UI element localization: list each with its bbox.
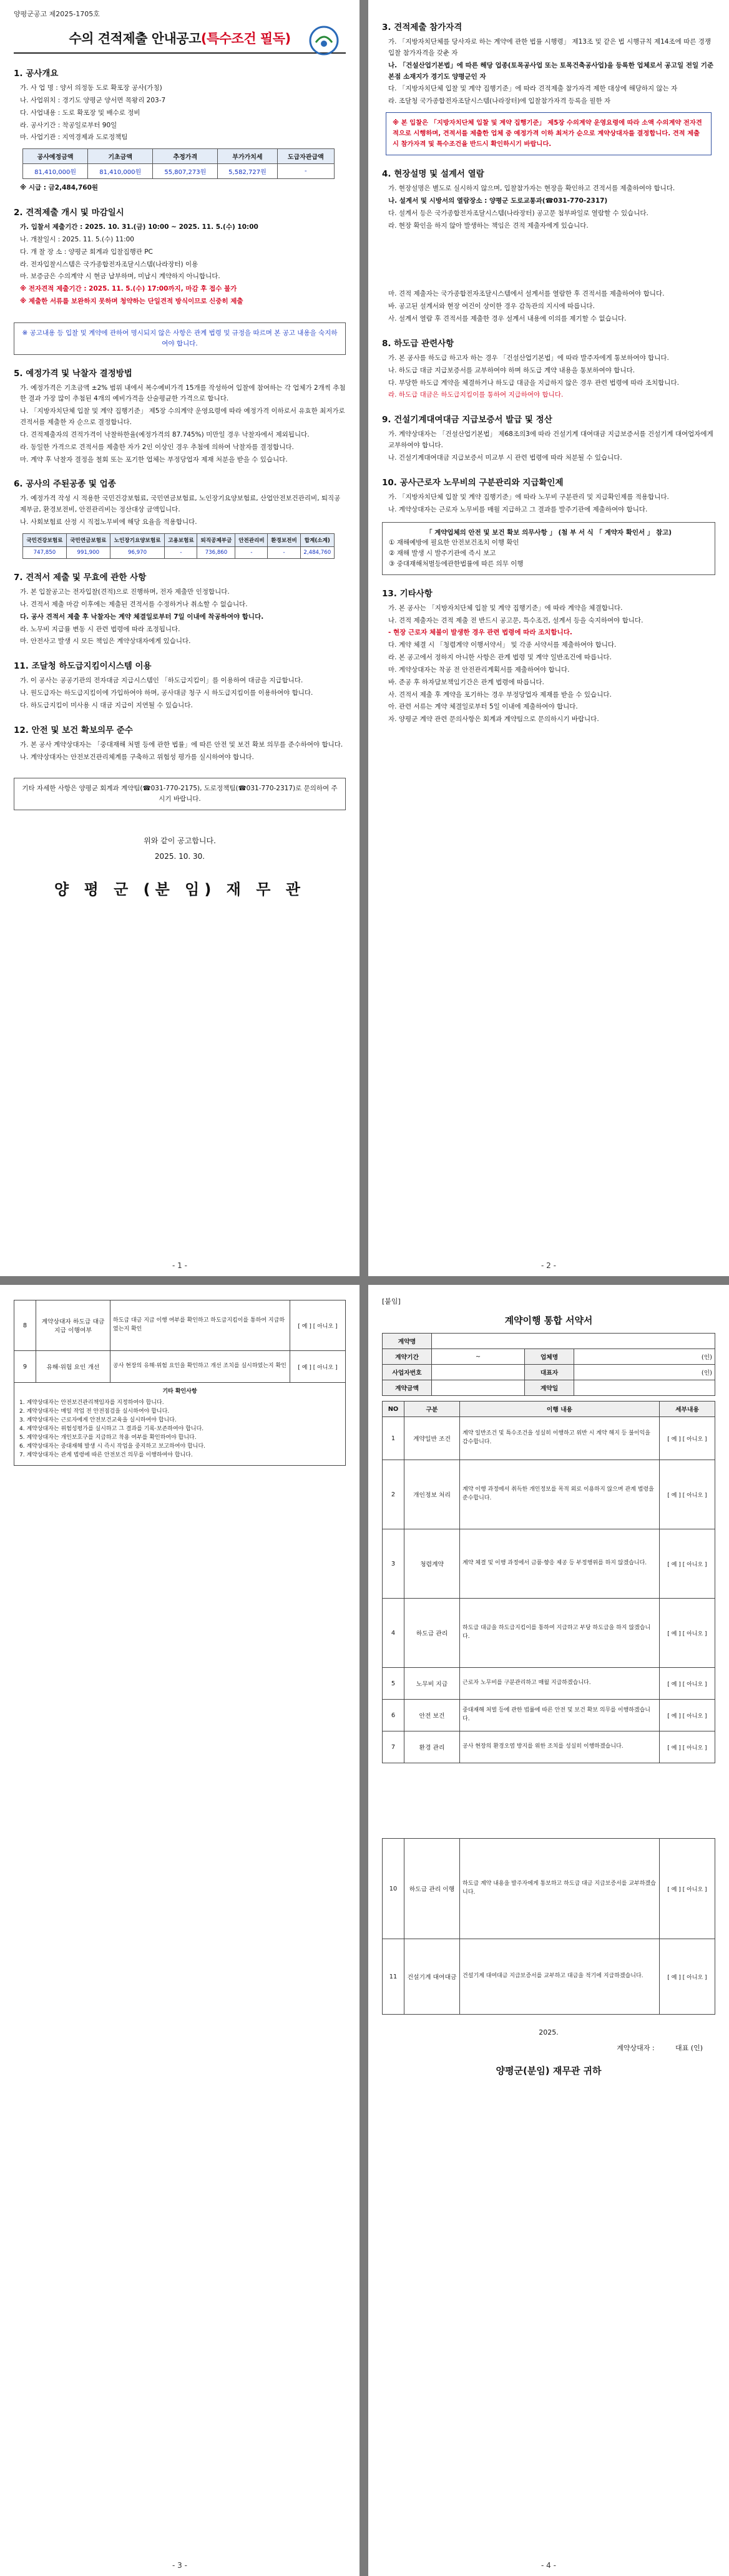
misc-line: 가. 본 공사는 「지방자치단체 입찰 및 계약 집행기준」에 따라 계약을 체결합니다. — [388, 604, 623, 612]
price-cell: - — [277, 164, 335, 179]
section-overview-title: 1. 공사개요 — [14, 69, 59, 79]
insurance-cell: - — [235, 547, 268, 559]
item-number: 7 — [383, 1731, 404, 1763]
insurance-header: 합계(소계) — [300, 534, 335, 547]
insurance-header: 국민연금보험료 — [66, 534, 110, 547]
subcontract-system-line: 나. 원도급자는 하도급지킴이에 가입하여야 하며, 공사대금 청구 시 하도급지킴이를 이용하여야 합니다. — [20, 689, 313, 697]
section-misc-title: 13. 기타사항 — [382, 588, 433, 599]
price-header: 부가가치세 — [218, 149, 277, 164]
header-key: 계약명 — [383, 1334, 432, 1349]
site-line: 라. 현장 확인을 하지 않아 발생하는 책임은 견적 제출자에게 있습니다. — [388, 221, 589, 230]
attachment-tag: [붙임] — [382, 1297, 401, 1305]
section-subcontract-title: 8. 하도급 관련사항 — [382, 338, 454, 349]
price-note: ※ 시급 : 금2,484,760원 — [20, 184, 99, 192]
row-label: 유해·위험 요인 개선 — [36, 1351, 110, 1383]
list-item: 4. 계약상대자는 위험성평가를 실시하고 그 결과를 기록·보존하여야 합니다. — [19, 1425, 204, 1432]
safety-duty-box — [382, 522, 715, 575]
deadline-line: 마. 보증금은 수의계약 시 현금 납부하며, 미납시 계약하지 아니합니다. — [20, 273, 220, 281]
overview-line: 라. 공사기간 : 착공일로부터 90일 — [20, 121, 117, 129]
notice-date: 2025. 10. 30. — [154, 852, 205, 861]
item-key: 청렴계약 — [404, 1529, 460, 1599]
yes-no-checkbox[interactable]: [ 예 ] [ 아니오 ] — [660, 1460, 715, 1529]
item-key: 하도급 관리 — [404, 1599, 460, 1668]
item-key: 계약일반 조건 — [404, 1417, 460, 1460]
contact-box: 기타 자세한 사항은 양평군 회계과 계약팀(☎031-770-2175), 도로정책팀(☎031-770-2317)로 문의하여 주시기 바랍니다. — [14, 778, 346, 810]
price-header: 추정가격 — [153, 149, 218, 164]
header-key: 계약일 — [525, 1380, 574, 1396]
check-table — [14, 1300, 346, 1466]
yes-no-checkbox[interactable]: [ 예 ] [ 아니오 ] — [290, 1351, 346, 1383]
header-key: 사업자번호 — [383, 1365, 432, 1380]
column-header: 구분 — [404, 1402, 460, 1417]
misc-line: 다. 계약 체결 시 「청렴계약 이행서약서」 및 각종 서약서를 제출하여야 합니다. — [388, 641, 617, 649]
column-header: NO — [383, 1402, 404, 1417]
insurance-header: 환경보전비 — [268, 534, 300, 547]
item-number: 6 — [383, 1700, 404, 1731]
contract-name-field[interactable] — [432, 1334, 715, 1349]
signature-label: 계약상대자 : — [617, 2044, 655, 2052]
section-subcontract-system-title: 11. 조달청 하도급지킴이시스템 이용 — [14, 661, 152, 672]
insurance-cell: 991,900 — [66, 547, 110, 559]
deadline-line: 다. 개 찰 장 소 : 양평군 회계과 입찰집행관 PC — [20, 248, 153, 256]
contract-period-field[interactable]: ~ — [432, 1349, 525, 1365]
row-note: 공사 현장의 유해·위험 요인을 확인하고 개선 조치를 실시하였는지 확인 — [110, 1351, 290, 1383]
subcontract-line: 라. 하도급 대금은 하도급지킴이를 통하여 지급하여야 합니다. — [388, 391, 564, 399]
company-name-field[interactable]: (인) — [574, 1349, 715, 1365]
insurance-cell: 2,484,760 — [300, 547, 335, 559]
insurance-cell: 736,860 — [197, 547, 235, 559]
section-equipment-title: 9. 건설기계대여대금 지급보증서 발급 및 정산 — [382, 415, 552, 425]
yes-no-checkbox[interactable]: [ 예 ] [ 아니오 ] — [660, 1668, 715, 1700]
safety-line: 나. 계약상대자는 안전보건관리체계를 구축하고 위험성 평가를 실시하여야 합니다. — [20, 753, 254, 761]
price-method-line: 라. 동일한 가격으로 견적서를 제출한 자가 2인 이상인 경우 추첨에 의하여 낙찰자를 결정합니다. — [20, 443, 294, 451]
price-cell: 55,807,273원 — [153, 164, 218, 179]
insurance-header: 노인장기요양보험료 — [110, 534, 165, 547]
site-line: 사. 설계서 열람 후 견적서를 제출한 경우 설계서 내용에 이의를 제기할 수 없습니다. — [388, 315, 627, 323]
price-method-line: 다. 견적제출자의 견적가격이 낙찰하한율(예정가격의 87.745%) 미만일 경우 낙찰자에서 제외됩니다. — [20, 430, 310, 438]
safety-duty-title: 「 계약업체의 안전 및 보건 확보 의무사항 」 (첨 부 서 식 「 계약자 확인서 」 참고) — [425, 528, 672, 536]
page-4 — [368, 1285, 729, 2576]
business-number-field[interactable] — [432, 1365, 525, 1380]
item-text: 공사 현장의 환경오염 방지를 위한 조치를 성실히 이행하겠습니다. — [460, 1731, 660, 1763]
subcontract-system-line: 다. 하도급지킴이 미사용 시 대금 지급이 지연될 수 있습니다. — [20, 701, 193, 709]
insurance-cell: 747,850 — [23, 547, 67, 559]
title-main: 수의 견적제출 안내공고 — [69, 31, 201, 46]
insurance-header: 고용보험료 — [165, 534, 197, 547]
price-header: 기초금액 — [88, 149, 153, 164]
list-item: 1. 계약상대자는 안전보건관리책임자를 지정하여야 합니다. — [19, 1399, 164, 1406]
page-number: - 2 - — [541, 1261, 556, 1270]
misc-line: 마. 계약상대자는 착공 전 안전관리계획서를 제출하여야 합니다. — [388, 666, 570, 674]
insurance-header: 국민건강보험료 — [23, 534, 67, 547]
price-cell: 81,410,000원 — [23, 164, 88, 179]
list-item: 2. 계약상대자는 매일 작업 전 안전점검을 실시하여야 합니다. — [19, 1408, 170, 1415]
page-3 — [0, 1285, 360, 2576]
yes-no-checkbox[interactable]: [ 예 ] [ 아니오 ] — [660, 1839, 715, 1939]
title-divider — [14, 52, 346, 54]
overview-line: 마. 사업기관 : 지역경제과 도로정책팀 — [20, 133, 128, 142]
insurance-cell: - — [268, 547, 300, 559]
yes-no-checkbox[interactable]: [ 예 ] [ 아니오 ] — [660, 1599, 715, 1668]
trade-line: 나. 사회보험료 산정 시 직접노무비에 해당 요율을 적용합니다. — [20, 518, 197, 526]
table-row — [383, 1599, 715, 1668]
item-key: 하도급 관리 이행 — [404, 1839, 460, 1939]
safety-duty-line: ② 재해 발생 시 발주기관에 즉시 보고 — [389, 550, 496, 558]
item-key: 건설기계 대여대금 — [404, 1939, 460, 2015]
item-key: 안전 보건 — [404, 1700, 460, 1731]
insurance-cell: - — [165, 547, 197, 559]
closing-statement: 위와 같이 공고합니다. — [144, 836, 216, 846]
yes-no-checkbox[interactable]: [ 예 ] [ 아니오 ] — [660, 1731, 715, 1763]
item-key: 개인정보 처리 — [404, 1460, 460, 1529]
section-price-method-title: 5. 예정가격 및 낙찰자 결정방법 — [14, 368, 132, 379]
section-safety-title: 12. 안전 및 보건 확보의무 준수 — [14, 725, 133, 735]
price-header: 도급자관급액 — [277, 149, 335, 164]
notice-number: 양평군공고 제2025-1705호 — [14, 10, 100, 18]
form-title: 계약이행 통합 서약서 — [504, 1315, 593, 1326]
table-row — [383, 1700, 715, 1731]
safety-duty-line: ① 재해예방에 필요한 안전보건조치 이행 확인 — [389, 539, 519, 547]
overview-line: 가. 사 업 명 : 양서 의정동 도로 확포장 공사(가칭) — [20, 84, 162, 92]
price-method-line: 마. 계약 후 낙찰자 결정을 철회 또는 포기한 업체는 부정당업자 제재 처분을 받을 수 있습니다. — [20, 455, 288, 463]
general-notice-box: ※ 공고내용 등 입찰 및 계약에 관하여 명시되지 않은 사항은 관계 법령 및 규정을 따르며 본 공고 내용을 숙지하여야 합니다. — [14, 322, 346, 355]
deadline-line: 가. 입찰서 제출기간 : 2025. 10. 31.(금) 10:00 ~ 2025. 11. 5.(수) 10:00 — [20, 223, 258, 231]
safety-line: 가. 본 공사 계약상대자는 「중대재해 처벌 등에 관한 법률」에 따른 안전 및 보건 확보 의무를 준수하여야 합니다. — [20, 740, 343, 748]
site-line: 다. 설계서 등은 국가종합전자조달시스템(나라장터) 공고문 첨부파일로 열람할 수 있습니다. — [388, 209, 648, 217]
representative-field[interactable]: (인) — [574, 1365, 715, 1380]
item-text: 중대재해 처벌 등에 관한 법률에 따른 안전 및 보건 확보 의무를 이행하겠습니다. — [460, 1700, 660, 1731]
table-row — [14, 1351, 346, 1383]
subcontract-system-line: 가. 이 공사는 공공기관의 전자대금 지급시스템인 「하도급지킴이」를 이용하여 대금을 지급합니다. — [20, 677, 303, 685]
government-seal-icon — [307, 24, 341, 57]
row-number: 8 — [14, 1300, 36, 1351]
signature-contractor — [382, 2043, 703, 2053]
eligibility-line: 다. 「지방자치단체 입찰 및 계약 집행기준」에 따라 견적제출 참가자격 제한 대상에 해당하지 않는 자 — [388, 85, 678, 93]
list-item: 3. 계약상대자는 근로자에게 안전보건교육을 실시하여야 합니다. — [19, 1416, 177, 1423]
column-header: 세부내용 — [660, 1402, 715, 1417]
table-row — [14, 1300, 346, 1351]
item-text: 건설기계 대여대금 지급보증서를 교부하고 대금을 적기에 지급하겠습니다. — [460, 1939, 660, 2015]
overview-line: 나. 사업위치 : 경기도 양평군 양서면 목왕리 203-7 — [20, 96, 166, 104]
equipment-line: 가. 계약상대자는 「건설산업기본법」 제68조의3에 따라 건설기계 대여대금 지급보증서를 건설기계 대여업자에게 교부하여야 합니다. — [388, 430, 713, 450]
row-label: 계약상대자 하도급 대금 지급 이행여부 — [36, 1300, 110, 1351]
table-row — [383, 1939, 715, 2015]
yes-no-checkbox[interactable]: [ 예 ] [ 아니오 ] — [660, 1939, 715, 2015]
deadline-warning: ※ 제출한 서류를 보완하지 못하며 청약하는 단일견적 방식이므로 신중히 제출 — [20, 298, 243, 306]
item-text: 계약 일반조건 및 특수조건을 성실히 이행하고 위반 시 계약 해지 등 불이익을 감수합니다. — [460, 1417, 660, 1460]
yes-no-checkbox[interactable]: [ 예 ] [ 아니오 ] — [660, 1417, 715, 1460]
deadline-line: 나. 개찰일시 : 2025. 11. 5.(수) 11:00 — [20, 235, 134, 243]
extra-checks-cell — [14, 1383, 346, 1466]
page-2 — [368, 0, 729, 1276]
extra-checks-title: 기타 확인사항 — [162, 1388, 197, 1395]
overview-line: 다. 사업내용 : 도로 확포장 및 배수로 정비 — [20, 109, 140, 117]
equipment-line: 나. 건설기계대여대금 지급보증서 미교부 시 관련 법령에 따라 처분될 수 있습니다. — [388, 453, 622, 462]
header-key: 업체명 — [525, 1349, 574, 1365]
yes-no-checkbox[interactable]: [ 예 ] [ 아니오 ] — [660, 1529, 715, 1599]
page-number: - 3 - — [172, 2561, 187, 2570]
yes-no-checkbox[interactable]: [ 예 ] [ 아니오 ] — [660, 1700, 715, 1731]
item-key: 환경 관리 — [404, 1731, 460, 1763]
price-cell: 5,582,727원 — [218, 164, 277, 179]
section-eligibility-title: 3. 견적제출 참가자격 — [382, 22, 462, 32]
site-line: 가. 현장설명은 별도로 실시하지 않으며, 입찰참가자는 현장을 확인하고 견적서를 제출하여야 합니다. — [388, 185, 675, 193]
item-number: 11 — [383, 1939, 404, 2015]
item-text: 하도급 대금을 하도급지킴이를 통하여 지급하고 부당 하도급을 하지 않겠습니다. — [460, 1599, 660, 1668]
item-number: 10 — [383, 1839, 404, 1939]
row-note: 하도급 대금 지급 이행 여부를 확인하고 하도급지킴이를 통하여 지급하였는지 확인 — [110, 1300, 290, 1351]
page-number: - 1 - — [172, 1261, 187, 1270]
section-submission-title: 7. 견적서 제출 및 무효에 관한 사항 — [14, 573, 147, 583]
page-1 — [0, 0, 360, 1276]
pledge-table-continued — [382, 1838, 715, 2015]
deadline-warning: ※ 전자견적 제출기간 : 2025. 11. 5.(수) 17:00까지, 마감 후 접수 불가 — [20, 285, 237, 293]
insurance-header: 안전관리비 — [235, 534, 268, 547]
submission-line: 마. 안전사고 발생 시 모든 책임은 계약상대자에게 있습니다. — [20, 637, 191, 646]
eligibility-line: 나. 「건설산업기본법」에 따른 해당 업종(토목공사업 또는 토목건축공사업)을 등록한 업체로서 공고일 전일 기준 본점 소재지가 경기도 양평군인 자 — [388, 61, 714, 80]
price-header: 공사예정금액 — [23, 149, 88, 164]
misc-line: 라. 본 공고에서 정하지 아니한 사항은 관계 법령 및 계약 일반조건에 따릅니다. — [388, 654, 612, 662]
misc-line: 자. 양평군 계약 관련 문의사항은 회계과 계약팀으로 문의하시기 바랍니다. — [388, 715, 599, 724]
yes-no-checkbox[interactable]: [ 예 ] [ 아니오 ] — [290, 1300, 346, 1351]
item-key: 노무비 지급 — [404, 1668, 460, 1700]
page-title — [14, 29, 346, 47]
form-header-table — [382, 1333, 715, 1396]
table-row — [383, 1731, 715, 1763]
submission-line: 라. 노무비 지급률 변동 시 관련 법령에 따라 조정됩니다. — [20, 625, 180, 633]
price-method-line: 나. 「지방자치단체 입찰 및 계약 집행기준」 제5장 수의계약 운영요령에 따라 예정가격 이하로서 유효한 최저가로 견적서를 제출한 자 순으로 결정합니다. — [20, 407, 345, 427]
title-emphasis: (특수조건 필독) — [200, 31, 291, 46]
signature-date: 2025. — [539, 2028, 559, 2036]
misc-line: 아. 관련 서류는 계약 체결일로부터 5일 이내에 제출하여야 합니다. — [388, 703, 578, 711]
section-deadline-title: 2. 견적제출 개시 및 마감일시 — [14, 208, 124, 218]
issuer-name: 양 평 군 (분 임) 재 무 관 — [54, 881, 305, 899]
site-line: 바. 공고된 설계서와 현장 여건이 상이한 경우 감독관의 지시에 따릅니다. — [388, 303, 595, 311]
header-key: 대표자 — [525, 1365, 574, 1380]
item-text: 계약 이행 과정에서 취득한 개인정보를 목적 외로 이용하지 않으며 관계 법령을 준수합니다. — [460, 1460, 660, 1529]
submission-line: 가. 본 입찰공고는 전자입찰(견적)으로 진행하며, 전자 제출만 인정합니다. — [20, 588, 230, 596]
submission-line: 다. 공사 견적서 제출 후 낙찰자는 계약 체결일로부터 7일 이내에 착공하여야 합니다. — [20, 613, 264, 621]
eligibility-line: 가. 「지방자치단체를 당사자로 하는 계약에 관한 법률 시행령」 제13조 및 같은 법 시행규칙 제14조에 따른 경쟁입찰 참가자격을 갖춘 자 — [388, 38, 711, 57]
table-row — [383, 1529, 715, 1599]
contract-amount-field[interactable] — [432, 1380, 525, 1396]
header-key: 계약금액 — [383, 1380, 432, 1396]
table-row — [383, 1839, 715, 1939]
row-number: 9 — [14, 1351, 36, 1383]
subcontract-line: 나. 하도급 대금 지급보증서를 교부하여야 하며 하도급 계약 내용을 통보하여야 합니다. — [388, 366, 635, 374]
misc-line: 사. 견적서 제출 후 계약을 포기하는 경우 부정당업자 제재를 받을 수 있습니다. — [388, 690, 612, 699]
subcontract-line: 다. 부당한 하도급 계약을 체결하거나 하도급 대금을 지급하지 않은 경우 관련 법령에 따라 조치합니다. — [388, 379, 679, 387]
item-number: 4 — [383, 1599, 404, 1668]
insurance-header: 퇴직공제부금 — [197, 534, 235, 547]
trade-line: 가. 예정가격 작성 시 적용한 국민건강보험료, 국민연금보험료, 노인장기요양보험료, 산업안전보건관리비, 퇴직공제부금, 환경보전비, 안전관리비는 정산대상 금액입니다. — [20, 495, 341, 514]
subcontract-line: 가. 본 공사를 하도급 하고자 하는 경우 「건설산업기본법」에 따라 발주자에게 통보하여야 합니다. — [388, 354, 669, 362]
table-row — [383, 1417, 715, 1460]
insurance-cell: 96,970 — [110, 547, 165, 559]
safety-duty-line: ③ 중대재해처벌등에관한법률에 따른 의무 이행 — [389, 559, 524, 568]
form-addressee: 양평군(분임) 재무관 귀하 — [496, 2065, 602, 2076]
item-number: 1 — [383, 1417, 404, 1460]
header-key: 계약기간 — [383, 1349, 432, 1365]
pledge-table — [382, 1401, 715, 1763]
deadline-line: 라. 전자입찰시스템은 국가종합전자조달시스템(나라장터) 이용 — [20, 260, 198, 268]
item-number: 2 — [383, 1460, 404, 1529]
item-text: 근로자 노무비를 구분관리하고 매월 지급하겠습니다. — [460, 1668, 660, 1700]
price-method-line: 가. 예정가격은 기초금액 ±2% 범위 내에서 복수예비가격 15개를 작성하여 입찰에 참여하는 각 업체가 2개씩 추첨한 결과 가장 많이 추첨된 4개의 예비가격을 산술평균한 가격으로 합니다. — [20, 384, 346, 403]
eligibility-line: 라. 조달청 국가종합전자조달시스템(나라장터)에 입찰참가자격 등록을 필한 자 — [388, 97, 611, 105]
contract-date-field[interactable] — [574, 1380, 715, 1396]
item-number: 5 — [383, 1668, 404, 1700]
misc-line: - 현장 근로자 체불이 발생한 경우 관련 법령에 따라 조치합니다. — [388, 629, 572, 637]
signature-rep-field[interactable]: 대표 (인) — [675, 2044, 703, 2052]
eligibility-notice-box: ※ 본 입찰은 「지방자치단체 입찰 및 계약 집행기준」 제5장 수의계약 운영요령에 따라 소액 수의계약 전자견적으로 시행하며, 견적서를 제출한 업체 중 예정가격 이하 최저가 순으로 계약상대자를 결정합니다. 견적 제출 시 참가자격 및 특수조건을 반드시 확인하시기 바랍니다. — [386, 112, 712, 155]
section-trade-title: 6. 공사의 주된공종 및 업종 — [14, 479, 116, 490]
price-table — [22, 148, 335, 179]
site-line: 마. 견적 제출자는 국가종합전자조달시스템에서 설계서를 열람한 후 견적서를 제출하여야 합니다. — [388, 290, 665, 298]
labor-line: 나. 계약상대자는 근로자 노무비를 매월 지급하고 그 결과를 발주기관에 제출하여야 합니다. — [388, 505, 648, 513]
item-number: 3 — [383, 1529, 404, 1599]
column-header: 이행 내용 — [460, 1402, 660, 1417]
labor-line: 가. 「지방자치단체 입찰 및 계약 집행기준」에 따라 노무비 구분관리 및 지급확인제를 적용합니다. — [388, 493, 669, 501]
insurance-table — [22, 533, 335, 559]
table-row — [383, 1668, 715, 1700]
list-item: 5. 계약상대자는 개인보호구를 지급하고 착용 여부를 확인하여야 합니다. — [19, 1434, 197, 1441]
list-item: 7. 계약상대자는 관계 법령에 따른 안전보건 의무를 이행하여야 합니다. — [19, 1451, 193, 1458]
section-labor-title: 10. 공사근로자 노무비의 구분관리와 지급확인제 — [382, 477, 564, 488]
item-text: 계약 체결 및 이행 과정에서 금품·향응 제공 등 부정행위를 하지 않겠습니다. — [460, 1529, 660, 1599]
table-row — [14, 1383, 346, 1466]
submission-line: 나. 견적서 제출 마감 이후에는 제출된 견적서를 수정하거나 취소할 수 없습니다. — [20, 600, 248, 608]
price-cell: 81,410,000원 — [88, 164, 153, 179]
item-text: 하도급 계약 내용을 발주자에게 통보하고 하도급 대금 지급보증서를 교부하겠습니다. — [460, 1839, 660, 1939]
misc-line: 나. 견적 제출자는 견적 제출 전 반드시 공고문, 특수조건, 설계서 등을 숙지하여야 합니다. — [388, 616, 643, 624]
section-site-title: 4. 현장설명 및 설계서 열람 — [382, 169, 484, 180]
misc-line: 바. 준공 후 하자담보책임기간은 관계 법령에 따릅니다. — [388, 678, 544, 686]
site-line: 나. 설계서 및 시방서의 열람장소 : 양평군 도로교통과(☎031-770-2317) — [388, 196, 608, 205]
list-item: 6. 계약상대자는 중대재해 발생 시 즉시 작업을 중지하고 보고하여야 합니다. — [19, 1443, 206, 1450]
table-row — [383, 1460, 715, 1529]
page-number: - 4 - — [541, 2561, 556, 2570]
